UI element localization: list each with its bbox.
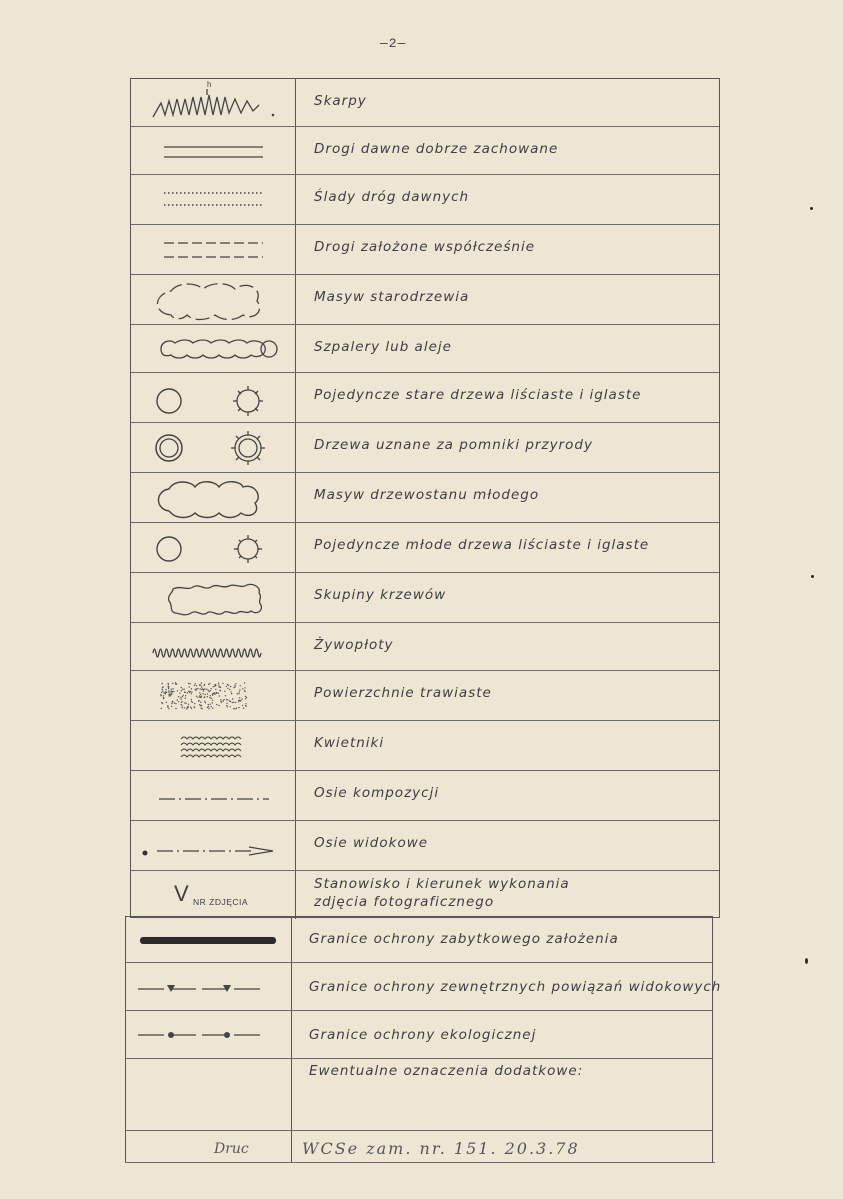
legend-row-pojedyncze-mlode (131, 523, 719, 573)
page-number: —2— (380, 36, 407, 51)
heritage-boundary-symbol (126, 917, 292, 963)
grass-dot (201, 696, 202, 697)
symbol-cell (131, 473, 296, 522)
grass-dot (189, 683, 190, 684)
legend-row-masyw-mlodego (131, 473, 719, 523)
protection-row-signature (126, 1131, 712, 1163)
grass-dot (208, 704, 209, 705)
grass-dot (204, 701, 205, 702)
grass-dot (246, 706, 247, 707)
grass-dot (163, 697, 164, 698)
grass-dot (230, 686, 231, 687)
grass-dot (180, 697, 181, 698)
legend-label: Ślady dróg dawnych (314, 189, 470, 205)
composition-axis-symbol (131, 771, 296, 821)
grass-dot (191, 693, 192, 694)
grass-dot (224, 691, 225, 692)
legend-label: Pojedyncze młode drzewa liściaste i iglaste (314, 537, 650, 553)
grass-dot (226, 703, 227, 704)
grass-dot (162, 687, 163, 688)
grass-dot (190, 691, 191, 692)
scan-speck (811, 575, 814, 578)
grass-dot (161, 692, 162, 693)
legend-row-skupiny-krzewow (131, 573, 719, 623)
grass-dot (175, 708, 176, 709)
grass-dot (230, 691, 231, 692)
symbol-cell (131, 871, 296, 919)
view-links-boundary-symbol (126, 963, 292, 1011)
grass-dot (210, 690, 211, 691)
grass-dot (210, 695, 211, 696)
grass-dot (229, 689, 230, 690)
grass-dot (235, 702, 236, 703)
view-axis-symbol (131, 821, 296, 871)
legend-label: Drzewa uznane za pomniki przyrody (314, 437, 593, 453)
grass-dot (162, 690, 163, 691)
protection-label: Granice ochrony ekologicznej (309, 1027, 537, 1043)
legend-label: Masyw drzewostanu młodego (314, 487, 540, 503)
handwritten-left: Druc (214, 1141, 249, 1157)
handwritten-right: WCSe zam. nr. 151. 20.3.78 (302, 1139, 580, 1158)
symbol-cell (131, 325, 296, 372)
grass-dot (212, 695, 213, 696)
legend-row-szpalery (131, 325, 719, 373)
grass-dot (233, 687, 234, 688)
grass-dot (167, 705, 168, 706)
legend-row-pomniki-przyrody (131, 423, 719, 473)
grass-dot (209, 697, 210, 698)
grass-dot (171, 689, 172, 690)
legend-row-pojedyncze-stare (131, 373, 719, 423)
grass-dot (246, 697, 247, 698)
grass-dot (212, 707, 213, 708)
grass-dot (184, 707, 185, 708)
grass-dot (171, 703, 172, 704)
grass-dot (184, 702, 185, 703)
grass-dot (168, 690, 169, 691)
grass-dot (240, 685, 241, 686)
grass-dot (182, 707, 183, 708)
grass-dot (223, 699, 224, 700)
grass-dot (168, 695, 169, 696)
legend-row-powierzchnie-trawiaste (131, 671, 719, 721)
grass-dot (243, 708, 244, 709)
grass-dot (244, 690, 245, 691)
legend-row-slady-drog (131, 175, 719, 225)
symbol-cell (126, 1059, 292, 1130)
symbol-cell (131, 671, 296, 720)
ecological-boundary-symbol (126, 1011, 292, 1059)
grass-dot (238, 701, 239, 702)
legend-label (314, 875, 570, 911)
embankment-symbol (131, 79, 296, 127)
protection-row-zewnetrznych (126, 963, 722, 1011)
legend-label: Powierzchnie trawiaste (314, 685, 492, 701)
grass-dot (194, 703, 195, 704)
grass-dot (167, 706, 168, 707)
legend-row-kwietniki (131, 721, 719, 771)
grass-dot (182, 696, 183, 697)
grass-dot (239, 689, 240, 690)
grass-dot (214, 692, 215, 693)
grass-dot (163, 692, 164, 693)
grass-dot (173, 691, 174, 692)
scan-speck (810, 207, 813, 210)
grass-dot (238, 707, 239, 708)
grass-dot (219, 695, 220, 696)
scan-speck (805, 958, 808, 964)
grass-dot (191, 691, 192, 692)
grass-dot (196, 696, 197, 697)
grass-dot (216, 704, 217, 705)
symbol-cell (131, 721, 296, 770)
grass-dot (237, 693, 238, 694)
tree-row-symbol (131, 325, 296, 373)
grass-dot (204, 696, 205, 697)
shrub-group-symbol (131, 573, 296, 623)
single-young-trees-symbol (131, 523, 296, 573)
grass-dot (222, 683, 223, 684)
grass-dot (220, 690, 221, 691)
grass-dot (226, 699, 227, 700)
road-dotted-symbol (131, 175, 296, 225)
grass-dot (196, 688, 197, 689)
grass-dot (194, 685, 195, 686)
protection-row-ekologicznej (126, 1011, 712, 1059)
grass-dot (166, 702, 167, 703)
grass-dot (200, 688, 201, 689)
grass-dot (212, 702, 213, 703)
grass-dot (205, 702, 206, 703)
protection-label: Ewentualne oznaczenia dodatkowe: (309, 1063, 584, 1079)
symbol-cell (131, 771, 296, 820)
legend-label: Masyw starodrzewia (314, 289, 470, 305)
grass-dot (242, 688, 243, 689)
legend-row-zywoploty (131, 623, 719, 671)
symbol-cell (131, 573, 296, 622)
grass-dot (239, 691, 240, 692)
grass-dot (203, 690, 204, 691)
symbol-cell (131, 79, 296, 126)
grass-dot (208, 708, 209, 709)
grass-dot (162, 683, 163, 684)
grass-dot (188, 691, 189, 692)
grass-dot (229, 700, 230, 701)
legend-row-osie-kompozycji (131, 771, 719, 821)
grass-dot (178, 701, 179, 702)
symbol-cell (131, 225, 296, 274)
grass-dot (182, 689, 183, 690)
grass-dot (191, 708, 192, 709)
old-tree-mass-symbol (131, 275, 296, 325)
grass-dot (216, 693, 217, 694)
legend-row-drogi-wspolczesne (131, 225, 719, 275)
grass-dot (207, 696, 208, 697)
grass-dot (234, 685, 235, 686)
symbol-cell (126, 1011, 292, 1058)
grass-dot (201, 682, 202, 683)
grass-dot (199, 697, 200, 698)
grass-dot (204, 685, 205, 686)
grass-dot (200, 702, 201, 703)
grass-dot (179, 693, 180, 694)
protection-label: Granice ochrony zewnętrznych powiązań widokowych (309, 979, 722, 995)
legend-label: Żywopłoty (314, 637, 394, 653)
grass-dot (168, 692, 169, 693)
grass-dot (181, 701, 182, 702)
grass-dot (184, 689, 185, 690)
grass-dot (226, 705, 227, 706)
grass-dot (208, 691, 209, 692)
grass-dot (201, 705, 202, 706)
grass-dot (218, 705, 219, 706)
grass-dot (201, 708, 202, 709)
grass-dot (168, 694, 169, 695)
grass-dot (168, 684, 169, 685)
grass-dot (220, 699, 221, 700)
grass-dot (198, 701, 199, 702)
legend-label: Drogi założone współcześnie (314, 239, 536, 255)
grass-dot (233, 702, 234, 703)
grass-dot (188, 683, 189, 684)
grass-dot (215, 689, 216, 690)
grass-dot (199, 685, 200, 686)
grass-dot (174, 702, 175, 703)
grass-dot (211, 706, 212, 707)
grass-dot (206, 689, 207, 690)
grass-dot (172, 683, 173, 684)
grass-dot (209, 683, 210, 684)
grass-dot (238, 693, 239, 694)
grass-dot (233, 708, 234, 709)
grass-dot (181, 705, 182, 706)
grass-dot (160, 694, 161, 695)
flowerbed-symbol (131, 721, 296, 771)
legend-label: Pojedyncze stare drzewa liściaste i iglaste (314, 387, 642, 403)
grass-dot (185, 692, 186, 693)
svg-text:h: h (207, 80, 212, 89)
grass-dot (185, 698, 186, 699)
grass-dot (168, 688, 169, 689)
legend-label: Szpalery lub aleje (314, 339, 452, 355)
grass-dot (210, 704, 211, 705)
road-double-line-symbol (131, 127, 296, 175)
grass-dot (210, 688, 211, 689)
grass-dot (168, 686, 169, 687)
bottom-border (125, 1162, 715, 1163)
grass-dot (208, 684, 209, 685)
grass-dot (202, 693, 203, 694)
grass-dot (163, 695, 164, 696)
grass-dot (177, 690, 178, 691)
grass-dot (194, 706, 195, 707)
grass-dot (238, 700, 239, 701)
grass-dot (183, 695, 184, 696)
legend-row-drogi-dawne (131, 127, 719, 175)
grass-dot (218, 683, 219, 684)
grass-dot (208, 690, 209, 691)
legend-label: Osie kompozycji (314, 785, 440, 801)
protection-row-zabytkowego (126, 917, 712, 963)
grass-dot (211, 698, 212, 699)
grass-dot (213, 686, 214, 687)
grass-dot (181, 704, 182, 705)
symbol-cell (126, 1131, 292, 1163)
protection-table (125, 916, 722, 1162)
grass-dot (234, 708, 235, 709)
grass-dot (190, 707, 191, 708)
grass-dot (203, 689, 204, 690)
grass-dot (207, 693, 208, 694)
grass-dot (235, 683, 236, 684)
symbol-cell (131, 623, 296, 670)
natural-monument-trees-symbol (131, 423, 296, 473)
legend-label-line2: zdjęcia fotograficznego (314, 894, 495, 910)
grass-dot (181, 699, 182, 700)
grass-dot (245, 703, 246, 704)
protection-row-ewentualne (126, 1059, 712, 1131)
symbol-cell (131, 127, 296, 174)
grass-dot (199, 692, 200, 693)
legend-label: Skarpy (314, 93, 367, 109)
symbol-cell (126, 917, 292, 962)
road-dashed-symbol (131, 225, 296, 275)
grass-dot (162, 703, 163, 704)
grass-dot (245, 698, 246, 699)
grass-dot (177, 699, 178, 700)
grass-dot (165, 691, 166, 692)
grass-dot (171, 694, 172, 695)
grass-dot (188, 706, 189, 707)
grass-dot (215, 684, 216, 685)
grass-dot (162, 689, 163, 690)
grass-dot (225, 695, 226, 696)
grass-dot (236, 708, 237, 709)
grass-dot (227, 688, 228, 689)
grass-dot (175, 703, 176, 704)
legend-label: Osie widokowe (314, 835, 429, 851)
grass-dot (197, 688, 198, 689)
grass-dot (191, 699, 192, 700)
grass-dot (220, 687, 221, 688)
grass-dot (195, 689, 196, 690)
young-tree-mass-symbol (131, 473, 296, 523)
legend-row-osie-widokowe (131, 821, 719, 871)
single-old-trees-symbol (131, 373, 296, 423)
photo-number-caption: NR ZDJĘCIA (193, 897, 249, 907)
grass-dot (185, 695, 186, 696)
legend-table (130, 78, 720, 918)
grass-dot (186, 708, 187, 709)
symbol-cell (131, 423, 296, 472)
grass-dot (240, 700, 241, 701)
grass-dot (207, 707, 208, 708)
grass-dot (245, 696, 246, 697)
grass-dot (161, 708, 162, 709)
grass-dot (228, 685, 229, 686)
grass-dot (218, 686, 219, 687)
symbol-cell (131, 175, 296, 224)
grass-dot (218, 693, 219, 694)
grass-dot (244, 687, 245, 688)
legend-label: Skupiny krzewów (314, 587, 447, 603)
legend-label: Kwietniki (314, 735, 385, 751)
grass-dot (244, 682, 245, 683)
grass-dot (172, 691, 173, 692)
symbol-cell (131, 821, 296, 870)
grass-dot (241, 698, 242, 699)
grass-dot (197, 697, 198, 698)
grass-dot (181, 690, 182, 691)
grass-dot (201, 686, 202, 687)
grass-dot (222, 700, 223, 701)
grass-dot (200, 694, 201, 695)
grass-dot (171, 692, 172, 693)
grass-dot (187, 692, 188, 693)
grass-dot (232, 702, 233, 703)
grass-dot (191, 688, 192, 689)
photo-position-icon: V (174, 881, 189, 906)
symbol-cell (131, 275, 296, 324)
grass-dot (232, 698, 233, 699)
grass-area-symbol (131, 671, 296, 721)
grass-dot (170, 691, 171, 692)
legend-row-masyw-starodrzewia (131, 275, 719, 325)
legend-row-stanowisko (131, 871, 719, 919)
grass-dot (189, 686, 190, 687)
grass-dot (185, 703, 186, 704)
grass-dot (239, 697, 240, 698)
grass-dot (172, 688, 173, 689)
symbol-cell (126, 963, 292, 1010)
grass-dot (178, 696, 179, 697)
grass-dot (172, 701, 173, 702)
grass-dot (188, 704, 189, 705)
symbol-cell (131, 373, 296, 422)
grass-dot (230, 706, 231, 707)
grass-dot (214, 685, 215, 686)
grass-dot (195, 683, 196, 684)
grass-dot (165, 689, 166, 690)
grass-dot (226, 686, 227, 687)
symbol-cell (131, 523, 296, 572)
grass-dot (231, 693, 232, 694)
grass-dot (227, 706, 228, 707)
grass-dot (168, 683, 169, 684)
grass-dot (168, 708, 169, 709)
legend-row-skarpy (131, 79, 719, 127)
grass-dot (199, 695, 200, 696)
grass-dot (181, 687, 182, 688)
grass-dot (201, 689, 202, 690)
grass-dot (205, 694, 206, 695)
grass-dot (212, 700, 213, 701)
hedge-symbol (131, 623, 296, 671)
grass-dot (218, 684, 219, 685)
grass-dot (191, 701, 192, 702)
legend-label: Drogi dawne dobrze zachowane (314, 141, 559, 157)
grass-dot (171, 706, 172, 707)
protection-label: Granice ochrony zabytkowego założenia (309, 931, 619, 947)
legend-label-line1: Stanowisko i kierunek wykonania (314, 876, 570, 892)
grass-dot (214, 694, 215, 695)
grass-dot (242, 705, 243, 706)
grass-dot (196, 685, 197, 686)
grass-dot (175, 682, 176, 683)
grass-dot (220, 701, 221, 702)
grass-dot (204, 688, 205, 689)
